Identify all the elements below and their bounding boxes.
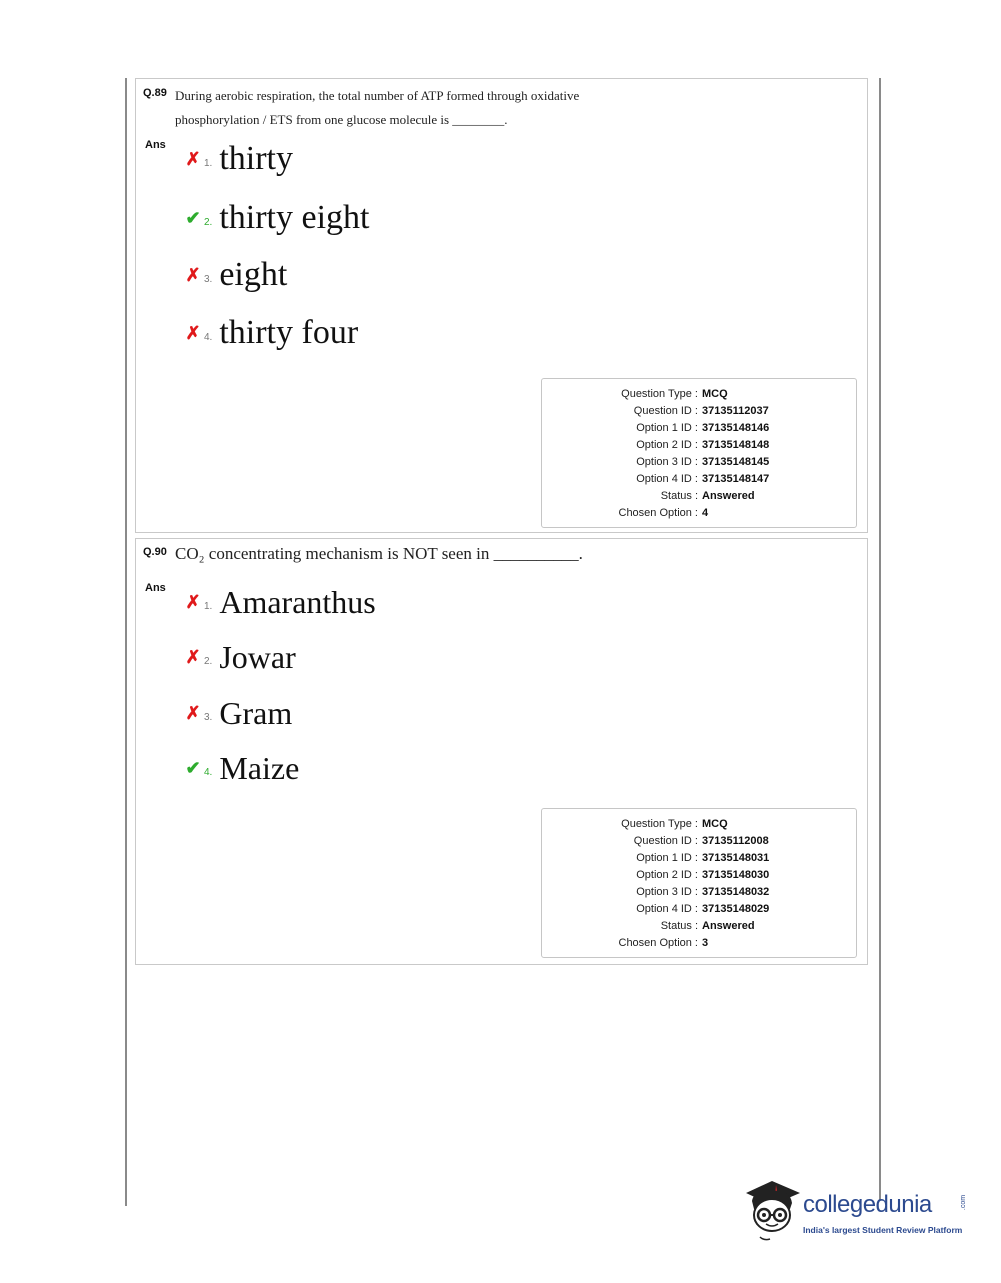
info-key: Status : [660, 490, 698, 502]
info-key: Option 4 ID : [636, 473, 698, 485]
info-value: Answered [702, 490, 755, 502]
info-key: Question Type : [621, 818, 698, 830]
info-value: 37135148146 [702, 422, 770, 434]
option-text: Jowar [219, 638, 296, 675]
info-value: 37135148030 [702, 869, 770, 881]
option-text: Maize [219, 749, 300, 786]
info-key: Option 2 ID : [636, 869, 698, 881]
option-1 [184, 139, 293, 179]
info-value: 37135112037 [702, 405, 769, 417]
student-mascot-icon [742, 1175, 802, 1245]
info-row-chosen-option [542, 935, 856, 952]
option-text: thirty four [219, 314, 359, 351]
option-number: 3. [204, 711, 213, 723]
question-info-box [541, 808, 857, 958]
info-value: 37135148145 [702, 456, 770, 468]
cross-icon: ✗ [185, 703, 201, 723]
cross-icon: ✗ [185, 592, 201, 612]
option-text: Gram [219, 694, 293, 731]
option-4 [184, 748, 299, 788]
info-value: 4 [702, 507, 709, 519]
check-icon: ✔ [185, 758, 201, 778]
option-text: thirty [219, 140, 294, 177]
info-row-option-4-id [542, 901, 856, 918]
option-text: thirty eight [219, 199, 370, 236]
info-key: Option 1 ID : [636, 422, 698, 434]
option-1 [184, 582, 376, 622]
info-value: 37135148147 [702, 473, 770, 485]
question-info-box [541, 378, 857, 528]
info-key: Question ID : [633, 405, 698, 417]
page-border-right [879, 78, 881, 1200]
option-2 [184, 198, 370, 238]
info-key: Question ID : [633, 835, 698, 847]
info-key: Option 2 ID : [636, 439, 698, 451]
option-number: 3. [204, 273, 213, 285]
info-key: Chosen Option : [618, 937, 698, 949]
info-row-question-id [542, 403, 856, 420]
cross-icon: ✗ [185, 647, 201, 667]
option-2 [184, 637, 296, 677]
option-text: eight [219, 256, 288, 293]
info-value: 37135148031 [702, 852, 770, 864]
info-value: 37135112008 [702, 835, 769, 847]
info-row-question-id [542, 833, 856, 850]
info-value: Answered [702, 920, 755, 932]
info-value: MCQ [702, 818, 728, 830]
logo-tagline: India's largest Student Review Platform [803, 1225, 963, 1235]
info-row-option-3-id [542, 884, 856, 901]
question-text-line2: phosphorylation / ETS from one glucose molecule is ________. [175, 112, 508, 127]
info-value: 37135148148 [702, 439, 770, 451]
option-number: 2. [204, 216, 213, 228]
option-number: 4. [204, 331, 213, 343]
info-row-option-3-id [542, 454, 856, 471]
info-key: Question Type : [621, 388, 698, 400]
info-key: Option 1 ID : [636, 852, 698, 864]
info-row-option-1-id [542, 850, 856, 867]
cross-icon: ✗ [185, 323, 201, 343]
info-row-question-type [542, 386, 856, 403]
info-value: 37135148032 [702, 886, 770, 898]
info-row-option-4-id [542, 471, 856, 488]
question-number: Q.90 [143, 546, 167, 558]
info-row-option-2-id [542, 437, 856, 454]
cross-icon: ✗ [185, 265, 201, 285]
logo-suffix: .com [960, 1194, 968, 1211]
question-text-line1: During aerobic respiration, the total number of ATP formed through oxidative [175, 88, 580, 103]
option-number: 1. [204, 600, 213, 612]
question-number: Q.89 [143, 87, 167, 99]
info-value: 37135148029 [702, 903, 770, 915]
info-key: Option 3 ID : [636, 456, 698, 468]
logo-wordmark: collegedunia [803, 1191, 932, 1218]
info-row-status [542, 918, 856, 935]
info-row-question-type [542, 816, 856, 833]
ans-label: Ans [145, 139, 166, 151]
info-key: Chosen Option : [618, 507, 698, 519]
option-number: 2. [204, 655, 213, 667]
info-row-option-1-id [542, 420, 856, 437]
info-row-option-2-id [542, 867, 856, 884]
option-text: Amaranthus [219, 583, 376, 620]
question-text-line1: CO₂ concentrating mechanism is NOT seen in __________. [175, 544, 583, 563]
check-icon: ✔ [185, 208, 201, 228]
question-card-90 [135, 538, 868, 965]
option-3 [184, 693, 292, 733]
option-number: 1. [204, 157, 213, 169]
info-row-chosen-option [542, 505, 856, 522]
info-row-status [542, 488, 856, 505]
page-border-left [125, 78, 127, 1206]
option-4 [184, 313, 358, 353]
info-key: Option 3 ID : [636, 886, 698, 898]
info-key: Option 4 ID : [636, 903, 698, 915]
cross-icon: ✗ [185, 149, 201, 169]
collegedunia-logo [742, 1175, 972, 1245]
info-key: Status : [660, 920, 698, 932]
info-value: MCQ [702, 388, 728, 400]
ans-label: Ans [145, 582, 166, 594]
option-number: 4. [204, 766, 213, 778]
info-value: 3 [702, 937, 709, 949]
option-3 [184, 255, 287, 295]
question-card-89 [135, 78, 868, 533]
